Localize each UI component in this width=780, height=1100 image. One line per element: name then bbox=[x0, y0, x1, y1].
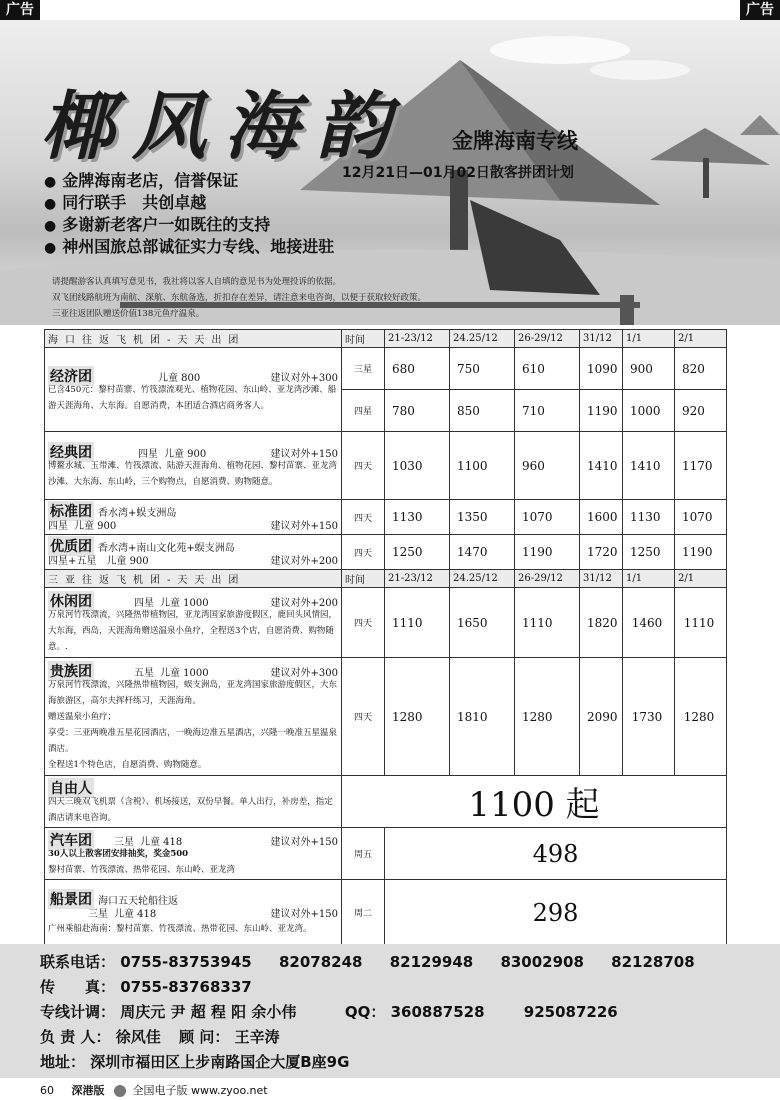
tour-name: 优质团 bbox=[48, 536, 94, 556]
table-row bbox=[45, 658, 727, 776]
site-url: 全国电子版 www.zyoo.net bbox=[132, 1084, 268, 1097]
price-cell: 850 bbox=[450, 390, 515, 432]
price-cell: 1190 bbox=[675, 535, 727, 570]
child-price: 儿童 900 bbox=[74, 521, 117, 532]
price-cell: 1190 bbox=[580, 390, 623, 432]
tier-label: 三星 bbox=[342, 348, 385, 390]
planner-line bbox=[40, 1000, 780, 1025]
table-row bbox=[45, 500, 727, 535]
manager-line bbox=[40, 1025, 780, 1050]
price-cell: 920 bbox=[675, 390, 727, 432]
price-cell: 710 bbox=[515, 390, 580, 432]
price-cell: 1190 bbox=[515, 535, 580, 570]
tour-name: 船景团 bbox=[48, 889, 94, 909]
phone-number: 82128708 bbox=[611, 953, 695, 971]
price-cell: 780 bbox=[385, 390, 450, 432]
feature-list bbox=[44, 170, 334, 258]
price-cell: 1090 bbox=[580, 348, 623, 390]
address-line bbox=[40, 1050, 780, 1075]
star-level: 四星 bbox=[48, 521, 68, 532]
notice-text bbox=[52, 274, 426, 322]
page-number: 60 bbox=[40, 1084, 54, 1097]
phone-number: 0755-83753945 bbox=[120, 953, 252, 971]
table-row bbox=[45, 432, 727, 500]
tour-route: 香水湾+蜈支洲岛 bbox=[98, 508, 177, 519]
star-level: 四星 bbox=[138, 448, 158, 460]
departure-day: 周二 bbox=[342, 880, 385, 946]
tour-route: 香水湾+南山文化苑+蜈支洲岛 bbox=[98, 543, 235, 554]
ad-tag-right: 广告 bbox=[740, 0, 780, 20]
price-cell: 1460 bbox=[623, 588, 675, 658]
phone-number: 83002908 bbox=[500, 953, 584, 971]
price-cell: 1650 bbox=[450, 588, 515, 658]
suggest-price: 建议对外+200 bbox=[270, 597, 338, 609]
section-title: 海口往返飞机团-天天出团 bbox=[45, 330, 342, 348]
section-title: 三亚往返飞机团-天天出团 bbox=[45, 570, 342, 588]
tour-desc: 万泉河竹筏漂流，兴隆热带植物园，蜈支洲岛，亚龙湾国家旅游度假区，大东海旅游区，高尔夫挥杆练习，天涯海角。 bbox=[48, 679, 338, 706]
ad-tag-left: 广告 bbox=[0, 0, 40, 20]
suggest-price: 建议对外+150 bbox=[270, 448, 338, 460]
tour-desc: 已含450元：黎村苗寨、竹筏漂流观光、植物花园、东山岭、亚龙湾沙滩、船游天涯海角、大东海。自愿消费，本团适合酒店商务客人。 bbox=[48, 384, 337, 411]
contact-panel bbox=[0, 944, 780, 1078]
price-cell: 1720 bbox=[580, 535, 623, 570]
tour-youzhi bbox=[45, 535, 342, 570]
manager-label: 负 责 人： bbox=[40, 1028, 111, 1046]
date-col: 2/1 bbox=[675, 330, 727, 348]
notice-line: 请提醒游客认真填写意见书，我社将以客人自填的意见书为处理投诉的依据。 bbox=[52, 277, 342, 287]
price-cell: 1730 bbox=[623, 658, 675, 776]
price-cell: 1130 bbox=[385, 500, 450, 535]
price-cell: 1070 bbox=[675, 500, 727, 535]
price-cell: 1100 bbox=[450, 432, 515, 500]
feature-item: ● 同行联手 共创卓越 bbox=[44, 192, 334, 214]
child-price: 儿童 800 bbox=[158, 372, 201, 384]
child-price: 儿童 1000 bbox=[160, 597, 209, 609]
price-cell: 610 bbox=[515, 348, 580, 390]
qq-number: 925087226 bbox=[523, 1003, 618, 1021]
duration: 四天 bbox=[342, 588, 385, 658]
section-header-haikou bbox=[45, 330, 727, 348]
price-cell: 1000 bbox=[623, 390, 675, 432]
price-cell: 1110 bbox=[675, 588, 727, 658]
suggest-price: 建议对外+150 bbox=[270, 908, 338, 920]
tour-name: 标准团 bbox=[48, 501, 94, 521]
package-price: 498 bbox=[385, 828, 727, 880]
price-cell: 1810 bbox=[450, 658, 515, 776]
subtitle: 金牌海南专线 bbox=[452, 129, 578, 153]
suggest-price: 建议对外+150 bbox=[270, 521, 338, 532]
price-cell: 2090 bbox=[580, 658, 623, 776]
tour-name: 经典团 bbox=[48, 442, 94, 462]
table-row bbox=[45, 828, 727, 880]
price-cell: 1280 bbox=[515, 658, 580, 776]
notice-line: 双飞团线路航班为南航、深航、东航备选，折扣存在差异，请注意来电咨询，以便于获取较好政策。 bbox=[52, 293, 427, 303]
price-cell: 900 bbox=[623, 348, 675, 390]
table-row bbox=[45, 348, 727, 390]
date-line: 12月21日—01月02日散客拼团计划 bbox=[342, 165, 574, 181]
date-col: 21-23/12 bbox=[385, 330, 450, 348]
time-label: 时间 bbox=[342, 330, 385, 348]
tour-desc: 赠送温泉小鱼疗； bbox=[48, 711, 117, 722]
child-price: 儿童 1000 bbox=[160, 667, 209, 679]
price-cell: 1250 bbox=[623, 535, 675, 570]
tour-desc: 享受：三亚两晚准五星花园酒店，一晚海边准五星酒店，兴隆一晚准五星温泉酒店。 bbox=[48, 727, 338, 754]
price-cell: 1170 bbox=[675, 432, 727, 500]
package-price: 1100 起 bbox=[342, 776, 727, 828]
phone-number: 82078248 bbox=[278, 953, 363, 971]
price-cell: 1070 bbox=[515, 500, 580, 535]
table-row bbox=[45, 776, 727, 828]
date-col: 1/1 bbox=[623, 330, 675, 348]
tour-xiuxian bbox=[45, 588, 342, 658]
price-cell: 1030 bbox=[385, 432, 450, 500]
advisor-name: 王辛涛 bbox=[234, 1028, 280, 1046]
address-label: 地址： bbox=[40, 1053, 86, 1071]
planner-names: 周庆元 尹 超 程 阳 余小伟 bbox=[120, 1003, 297, 1021]
feature-item: ● 神州国旅总部诚征实力专线、地接进驻 bbox=[44, 236, 334, 258]
child-price: 儿童 418 bbox=[140, 836, 183, 848]
planner-label: 专线计调： bbox=[40, 1003, 116, 1021]
tour-desc: 黎村苗寨、竹筏漂流、热带花园、东山岭、亚龙湾 bbox=[48, 864, 236, 875]
suggest-price: 建议对外+300 bbox=[270, 372, 338, 384]
tour-guizu bbox=[45, 658, 342, 776]
date-col: 31/12 bbox=[580, 330, 623, 348]
price-cell: 1820 bbox=[580, 588, 623, 658]
site-logo-icon bbox=[114, 1085, 126, 1097]
price-cell: 1350 bbox=[450, 500, 515, 535]
star-level: 五星 bbox=[134, 667, 154, 679]
star-level: 三星 bbox=[114, 836, 134, 848]
date-col: 2/1 bbox=[675, 570, 727, 588]
package-price: 298 bbox=[385, 880, 727, 946]
child-price: 儿童 900 bbox=[164, 448, 207, 460]
tour-name: 贵族团 bbox=[48, 661, 94, 681]
table-row bbox=[45, 588, 727, 658]
duration: 四天 bbox=[342, 535, 385, 570]
qq-number: 360887528 bbox=[390, 1003, 485, 1021]
child-price: 儿童 900 bbox=[106, 556, 149, 567]
fax-line bbox=[40, 975, 780, 1000]
tour-desc: 四天三晚双飞机票（含税）、机场接送，双份早餐。单人出行，补房差，指定酒店请来电咨询。 bbox=[48, 796, 333, 823]
price-table bbox=[44, 329, 727, 946]
child-price: 儿童 418 bbox=[114, 908, 157, 920]
advisor-label: 顾 问： bbox=[179, 1028, 230, 1046]
star-level: 三星 bbox=[88, 908, 108, 920]
tour-ziyou bbox=[45, 776, 342, 828]
tour-jingdian bbox=[45, 432, 342, 500]
price-cell: 1600 bbox=[580, 500, 623, 535]
table-row bbox=[45, 880, 727, 946]
price-cell: 1110 bbox=[515, 588, 580, 658]
date-col: 26-29/12 bbox=[515, 570, 580, 588]
price-cell: 1280 bbox=[675, 658, 727, 776]
price-cell: 1110 bbox=[385, 588, 450, 658]
tour-desc: 博鳌水城、玉带滩、竹筏漂流、陆游天涯海角、植物花园、黎村苗寨、亚龙湾沙滩、大东海、东山岭，三个购物点，自愿消费、购物随意。 bbox=[48, 460, 338, 487]
date-col: 24.25/12 bbox=[450, 330, 515, 348]
qq-label: QQ： bbox=[344, 1003, 386, 1021]
price-cell: 1410 bbox=[580, 432, 623, 500]
tour-name: 汽车团 bbox=[48, 830, 94, 850]
tour-desc: 广州乘船赴海南：黎村苗寨、竹筏漂流、热带花园、东山岭、亚龙湾。 bbox=[48, 923, 312, 934]
tour-name: 经济团 bbox=[48, 366, 94, 386]
table-row bbox=[45, 535, 727, 570]
price-cell: 820 bbox=[675, 348, 727, 390]
tour-biaozhun bbox=[45, 500, 342, 535]
tier-label: 四星 bbox=[342, 390, 385, 432]
tour-jingji bbox=[45, 348, 342, 432]
notice-line: 三亚往返团队赠送价值138元鱼疗温泉。 bbox=[52, 309, 205, 319]
price-cell: 1470 bbox=[450, 535, 515, 570]
date-col: 1/1 bbox=[623, 570, 675, 588]
tour-desc: 万泉河竹筏漂流，兴隆热带植物园，亚龙湾国家旅游度假区，鹿回头风情园，大东海，西岛，天涯海角赠送温泉小鱼疗，全程送3个店，自愿消费、购物随意。. bbox=[48, 609, 338, 652]
feature-item: ● 金牌海南老店，信誉保证 bbox=[44, 170, 334, 192]
price-cell: 1250 bbox=[385, 535, 450, 570]
edition-label: 深港版 bbox=[71, 1084, 105, 1097]
phone-line bbox=[40, 950, 780, 975]
suggest-price: 建议对外+300 bbox=[270, 667, 338, 679]
duration: 四天 bbox=[342, 432, 385, 500]
price-cell: 750 bbox=[450, 348, 515, 390]
address-text: 深圳市福田区上步南路国企大厦B座9G bbox=[90, 1053, 350, 1071]
price-cell: 1280 bbox=[385, 658, 450, 776]
phone-number: 82129948 bbox=[389, 953, 474, 971]
price-cell: 1130 bbox=[623, 500, 675, 535]
feature-item: ● 多谢新老客户一如既往的支持 bbox=[44, 214, 334, 236]
date-col: 31/12 bbox=[580, 570, 623, 588]
brand-title: 椰风海韵 bbox=[40, 84, 408, 170]
fax-label: 传 真： bbox=[40, 978, 116, 996]
duration: 四天 bbox=[342, 500, 385, 535]
page-footer bbox=[40, 1082, 268, 1098]
duration: 四天 bbox=[342, 658, 385, 776]
star-level: 四星+五星 bbox=[48, 556, 97, 567]
suggest-price: 建议对外+200 bbox=[270, 556, 338, 567]
date-col: 26-29/12 bbox=[515, 330, 580, 348]
suggest-price: 建议对外+150 bbox=[270, 836, 338, 848]
section-header-sanya bbox=[45, 570, 727, 588]
tour-desc: 全程送1个特色店，自愿消费、购物随意。 bbox=[48, 759, 207, 770]
price-cell: 680 bbox=[385, 348, 450, 390]
tour-route: 海口五天轮船往返 bbox=[98, 895, 178, 907]
price-cell: 1410 bbox=[623, 432, 675, 500]
tour-chuan bbox=[45, 880, 342, 946]
star-level: 四星 bbox=[134, 597, 154, 609]
tour-qiche bbox=[45, 828, 342, 880]
time-label: 时间 bbox=[342, 570, 385, 588]
date-col: 21-23/12 bbox=[385, 570, 450, 588]
header-banner bbox=[0, 20, 780, 325]
price-cell: 960 bbox=[515, 432, 580, 500]
departure-day: 周五 bbox=[342, 828, 385, 880]
fax-number: 0755-83768337 bbox=[120, 978, 252, 996]
promo-text: 30人以上散客团安排抽奖，奖金500 bbox=[48, 848, 189, 859]
date-col: 24.25/12 bbox=[450, 570, 515, 588]
manager-name: 徐风佳 bbox=[115, 1028, 161, 1046]
phone-label: 联系电话： bbox=[40, 953, 116, 971]
tour-name: 休闲团 bbox=[48, 591, 94, 611]
tour-name: 自由人 bbox=[48, 778, 94, 798]
